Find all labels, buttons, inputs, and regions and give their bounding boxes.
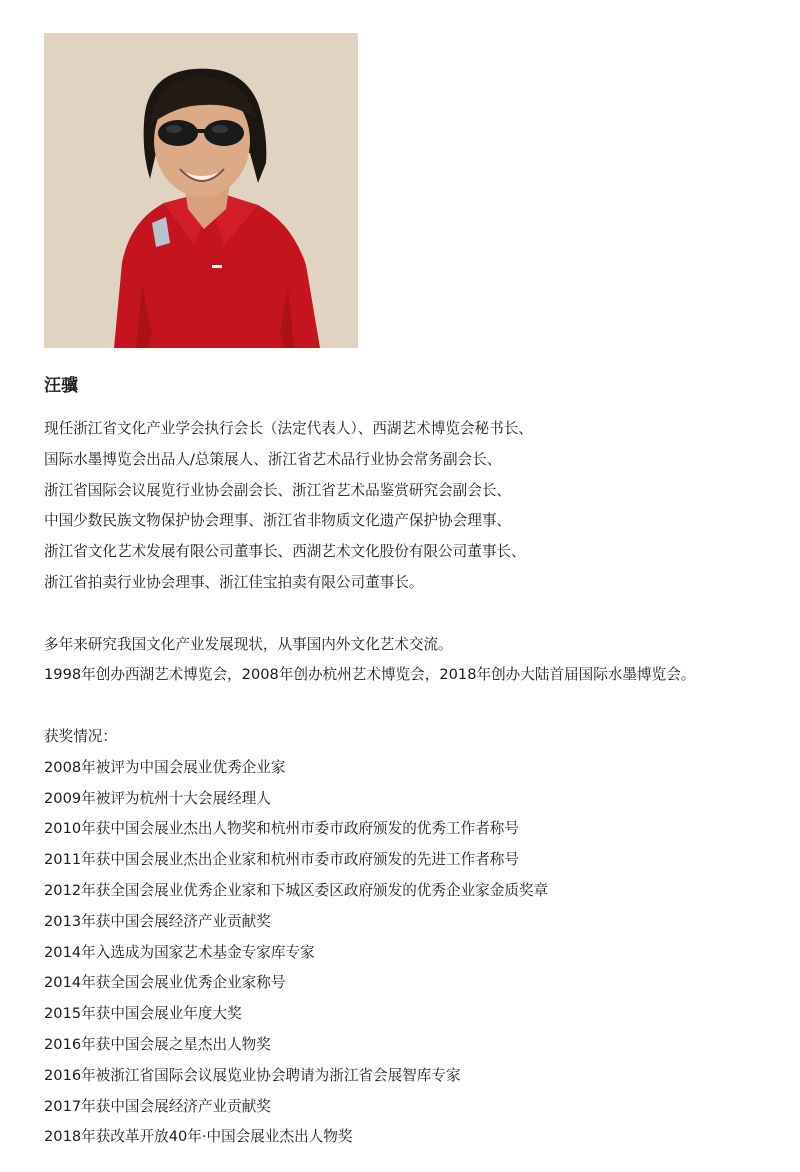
award-item: 2017年获中国会展经济产业贡献奖 [44,1097,271,1115]
bio-career-line: 多年来研究我国文化产业发展现状，从事国内外文化艺术交流。 [44,635,453,653]
award-item: 2016年获中国会展之星杰出人物奖 [44,1035,271,1053]
award-item: 2010年获中国会展业杰出人物奖和杭州市委市政府颁发的优秀工作者称号 [44,820,519,838]
bio-position-line: 现任浙江省文化产业学会执行会长（法定代表人）、西湖艺术博览会秘书长、 [44,420,533,437]
award-item: 2018年获改革开放40年·中国会展业杰出人物奖 [44,1128,353,1146]
award-item: 2008年被评为中国会展业优秀企业家 [44,758,286,776]
person-name: 汪骥 [44,376,78,396]
award-item: 2014年入选成为国家艺术基金专家库专家 [44,943,315,961]
award-item: 2009年被评为杭州十大会展经理人 [44,789,271,807]
bio-position-line: 中国少数民族文物保护协会理事、浙江省非物质文化遗产保护协会理事、 [44,512,512,530]
portrait-image [44,33,358,348]
bio-position-line: 国际水墨博览会出品人/总策展人、浙江省艺术品行业协会常务副会长、 [44,450,502,468]
bio-text [44,414,764,1153]
paragraph-gap [44,599,764,630]
bio-position-line: 浙江省拍卖行业协会理事、浙江佳宝拍卖有限公司董事长。 [44,573,424,591]
award-item: 2011年获中国会展业杰出企业家和杭州市委市政府颁发的先进工作者称号 [44,851,519,869]
award-item: 2013年获中国会展经济产业贡献奖 [44,912,271,930]
bio-position-line: 浙江省文化艺术发展有限公司董事长、西湖艺术文化股份有限公司董事长、 [44,543,526,561]
awards-heading: 获奖情况： [44,727,117,745]
paragraph-gap [44,691,764,722]
bio-position-line: 浙江省国际会议展览行业协会副会长、浙江省艺术品鉴赏研究会副会长、 [44,481,512,499]
award-item: 2016年被浙江省国际会议展览业协会聘请为浙江省会展智库专家 [44,1066,461,1084]
award-item: 2012年获全国会展业优秀企业家和下城区委区政府颁发的优秀企业家金质奖章 [44,881,549,899]
portrait-photo [44,33,358,348]
bio-career-line: 1998年创办西湖艺术博览会，2008年创办杭州艺术博览会，2018年创办大陆首届国际水墨博览会。 [44,666,696,684]
profile-page [44,33,764,1153]
award-item: 2014年获全国会展业优秀企业家称号 [44,974,286,992]
award-item: 2015年获中国会展业年度大奖 [44,1005,242,1023]
